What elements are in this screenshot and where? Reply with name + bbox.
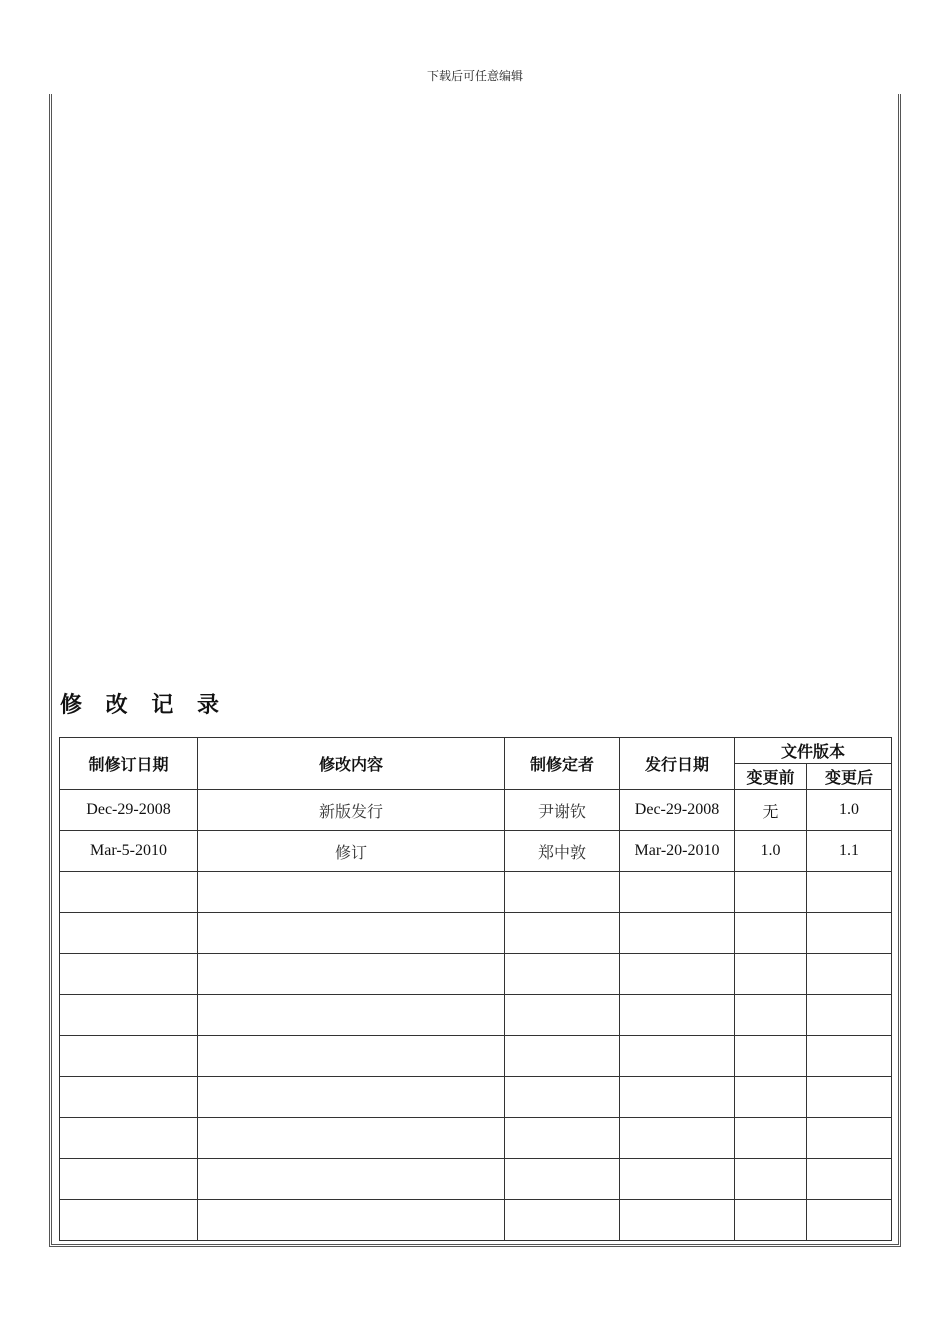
cell-author: [505, 995, 620, 1036]
cell-date: [60, 1118, 198, 1159]
cell-content: [198, 1077, 505, 1118]
table-row: [60, 1036, 892, 1077]
cell-version-before: 1.0: [735, 831, 807, 872]
cell-date: [60, 954, 198, 995]
cell-content: [198, 1159, 505, 1200]
column-header-content: 修改内容: [198, 738, 505, 790]
revision-record-table: [59, 737, 892, 1241]
cell-author: [505, 872, 620, 913]
cell-version-after: [807, 913, 892, 954]
cell-version-after: [807, 954, 892, 995]
cell-content: [198, 1118, 505, 1159]
cell-issue-date: [620, 1077, 735, 1118]
column-header-version-group: 文件版本: [735, 738, 892, 764]
cell-date: [60, 1200, 198, 1241]
section-title: 修 改 记 录: [60, 692, 227, 718]
column-header-issue-date: 发行日期: [620, 738, 735, 790]
cell-version-before: 无: [735, 790, 807, 831]
cell-content: [198, 1036, 505, 1077]
cell-version-after: [807, 1077, 892, 1118]
column-header-version-before: 变更前: [735, 764, 807, 790]
cell-version-after: [807, 872, 892, 913]
cell-author: 郑中敦: [505, 831, 620, 872]
cell-issue-date: [620, 954, 735, 995]
page-header: 下载后可任意编辑: [426, 69, 523, 83]
table-row: [60, 831, 892, 872]
cell-issue-date: [620, 913, 735, 954]
cell-author: [505, 1159, 620, 1200]
cell-version-after: 1.1: [807, 831, 892, 872]
cell-author: [505, 1200, 620, 1241]
cell-version-after: [807, 1159, 892, 1200]
column-header-version-after: 变更后: [807, 764, 892, 790]
cell-version-before: [735, 1036, 807, 1077]
cell-content: [198, 872, 505, 913]
cell-content: 修订: [198, 831, 505, 872]
cell-version-before: [735, 995, 807, 1036]
cell-version-before: [735, 913, 807, 954]
cell-date: [60, 913, 198, 954]
cell-issue-date: [620, 1159, 735, 1200]
cell-author: [505, 1077, 620, 1118]
cell-date: [60, 1159, 198, 1200]
cell-content: [198, 1200, 505, 1241]
table-row: [60, 913, 892, 954]
cell-version-after: [807, 1036, 892, 1077]
cell-date: Mar-5-2010: [60, 831, 198, 872]
cell-date: [60, 995, 198, 1036]
cell-issue-date: [620, 872, 735, 913]
cell-date: [60, 1036, 198, 1077]
cell-version-before: [735, 1077, 807, 1118]
cell-content: [198, 995, 505, 1036]
table-body: [60, 790, 892, 1241]
table-row: [60, 790, 892, 831]
table-row: [60, 872, 892, 913]
table-row: [60, 1159, 892, 1200]
cell-issue-date: [620, 1200, 735, 1241]
table-row: [60, 954, 892, 995]
cell-version-after: [807, 1118, 892, 1159]
cell-content: [198, 954, 505, 995]
column-header-date: 制修订日期: [60, 738, 198, 790]
cell-version-after: 1.0: [807, 790, 892, 831]
cell-version-before: [735, 1200, 807, 1241]
cell-author: [505, 954, 620, 995]
cell-issue-date: Mar-20-2010: [620, 831, 735, 872]
cell-author: [505, 1036, 620, 1077]
cell-issue-date: [620, 1036, 735, 1077]
table-row: [60, 1200, 892, 1241]
cell-date: [60, 872, 198, 913]
cell-version-after: [807, 995, 892, 1036]
cell-version-before: [735, 1159, 807, 1200]
cell-version-before: [735, 872, 807, 913]
cell-content: 新版发行: [198, 790, 505, 831]
table-row: [60, 995, 892, 1036]
cell-author: [505, 913, 620, 954]
cell-version-before: [735, 954, 807, 995]
cell-version-before: [735, 1118, 807, 1159]
table-row: [60, 1077, 892, 1118]
cell-issue-date: [620, 995, 735, 1036]
column-header-author: 制修定者: [505, 738, 620, 790]
cell-issue-date: [620, 1118, 735, 1159]
cell-version-after: [807, 1200, 892, 1241]
table-row: [60, 1118, 892, 1159]
cell-author: [505, 1118, 620, 1159]
cell-date: [60, 1077, 198, 1118]
cell-date: Dec-29-2008: [60, 790, 198, 831]
cell-content: [198, 913, 505, 954]
cell-author: 尹谢钦: [505, 790, 620, 831]
cell-issue-date: Dec-29-2008: [620, 790, 735, 831]
